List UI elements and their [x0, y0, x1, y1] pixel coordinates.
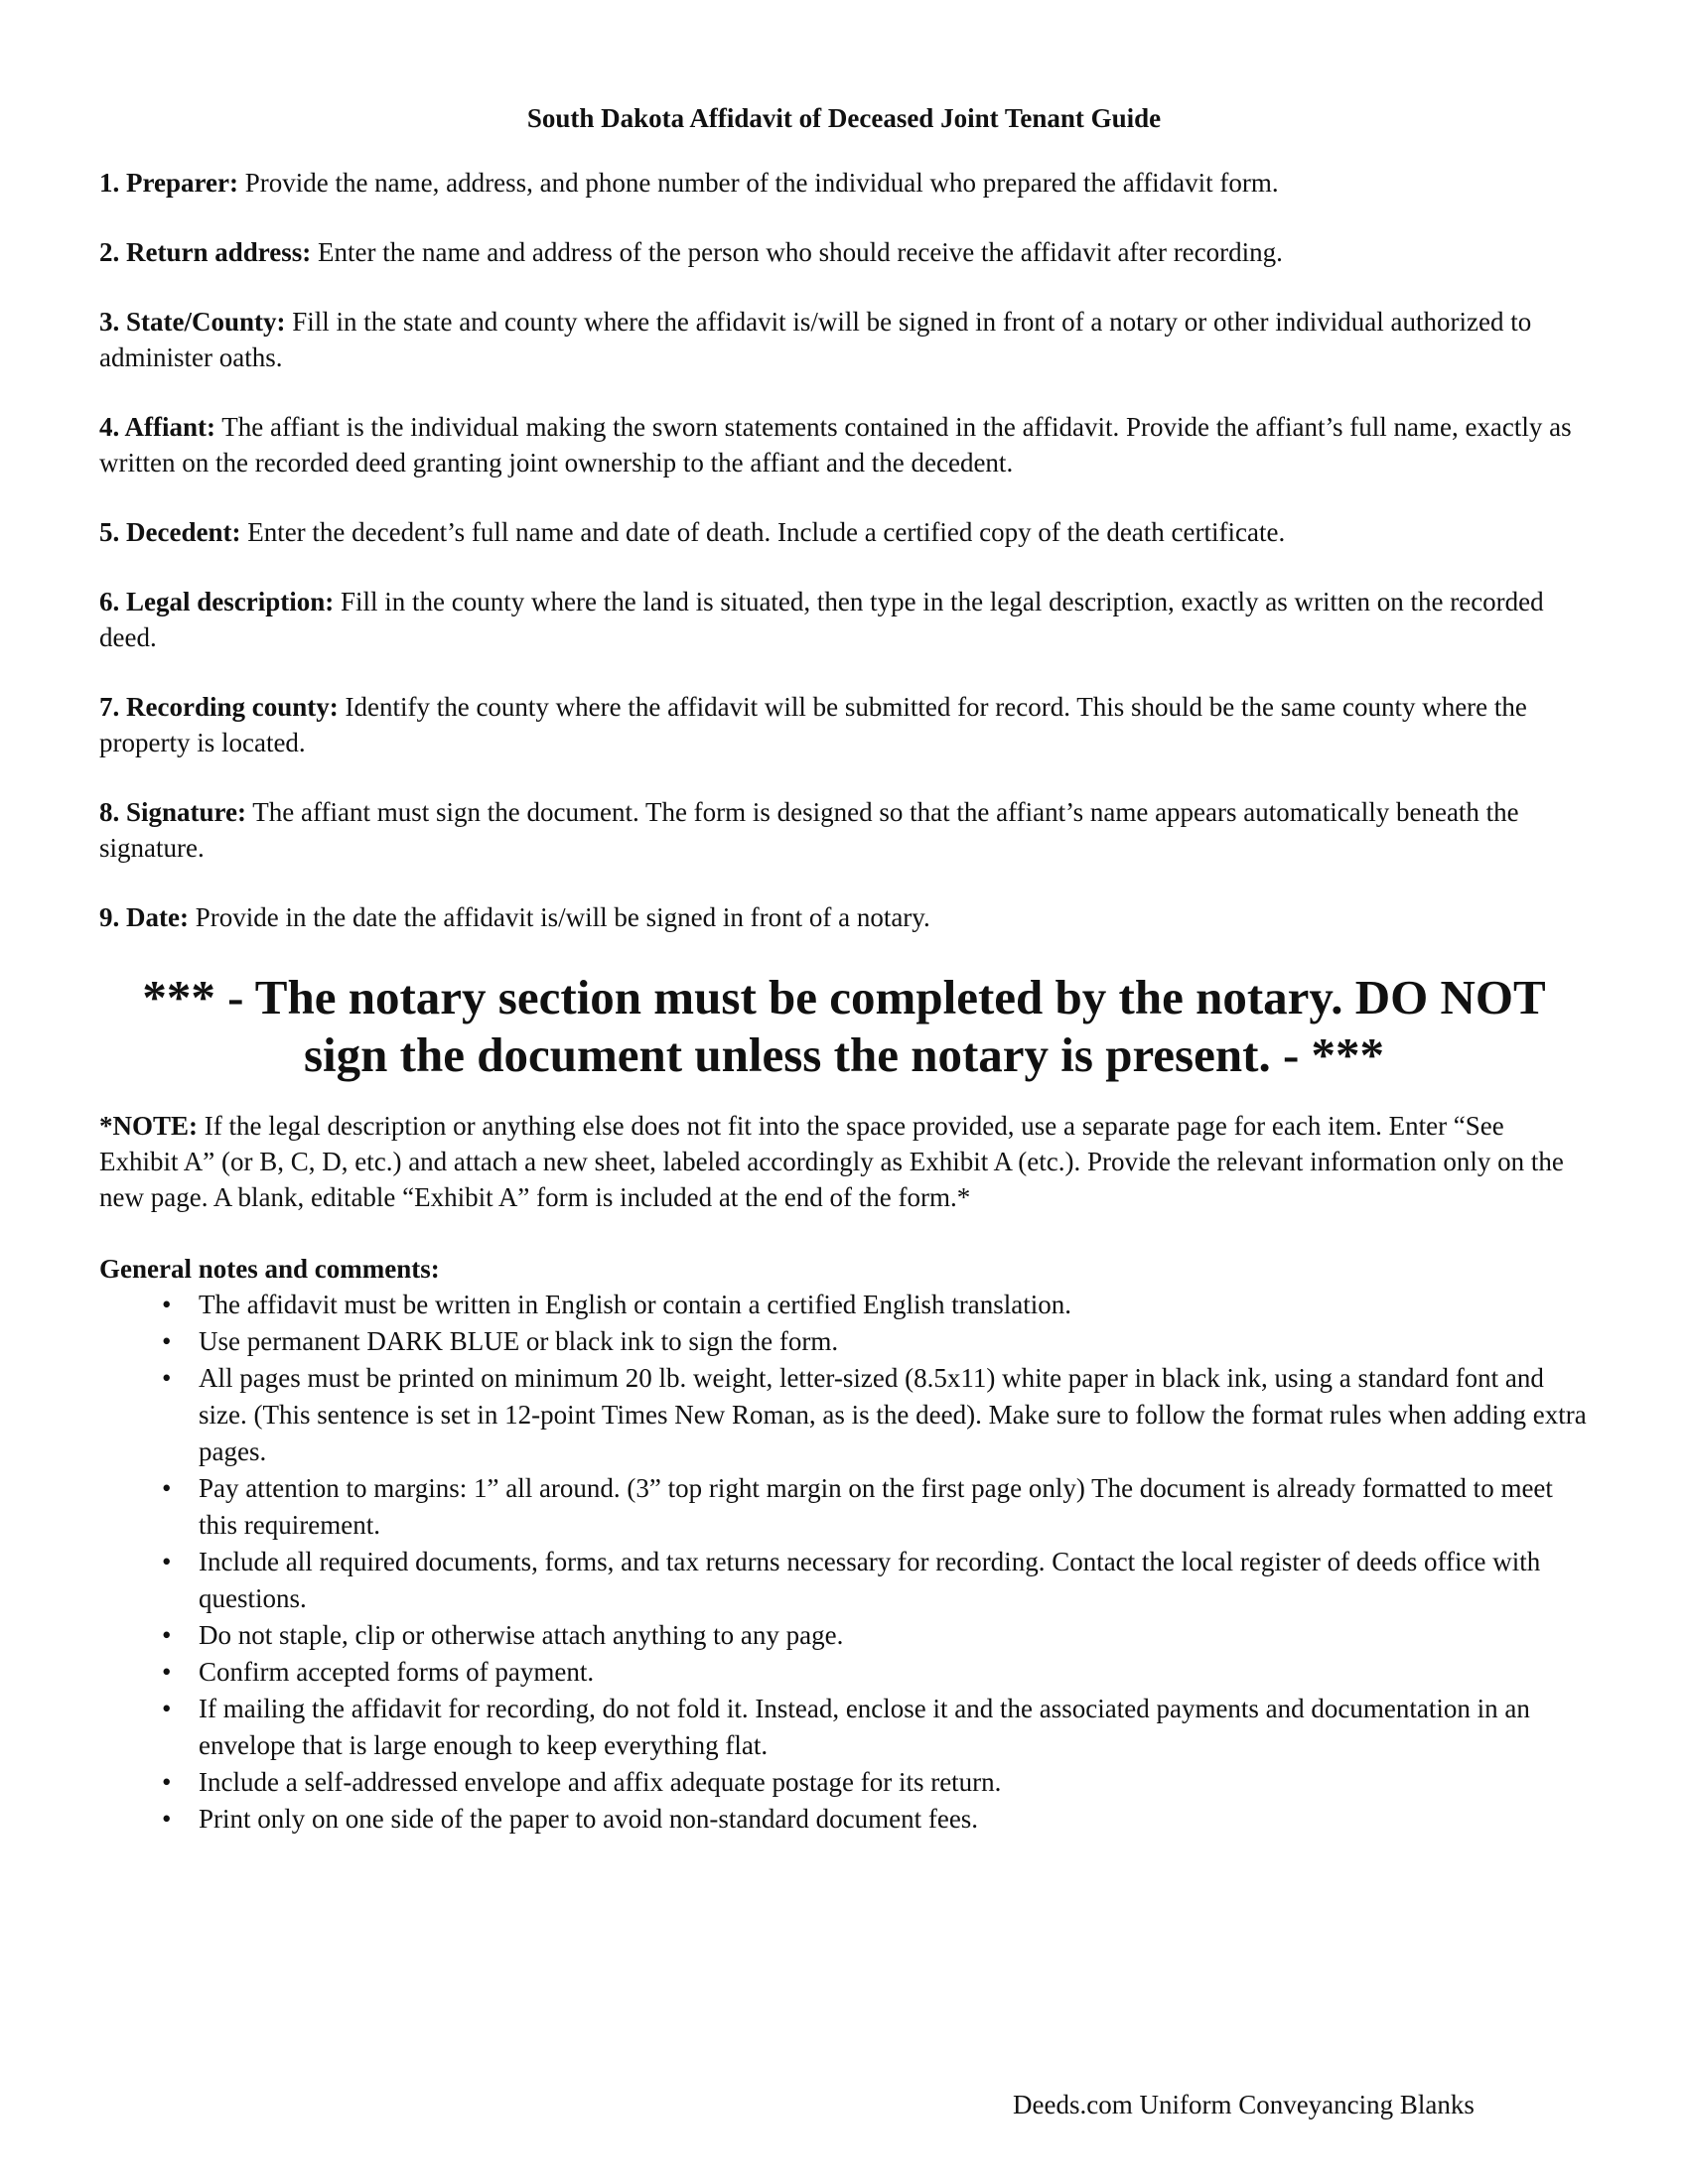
step-text: Enter the name and address of the person who should receive the affidavit after recording.	[311, 237, 1283, 267]
step-affiant	[99, 409, 1589, 480]
list-item-text: The affidavit must be written in English or contain a certified English translation.	[199, 1290, 1072, 1319]
note-label: *NOTE:	[99, 1111, 199, 1141]
step-label: 5. Decedent:	[99, 517, 241, 547]
step-legal-description	[99, 584, 1589, 655]
step-decedent	[99, 514, 1589, 550]
step-label: 9. Date:	[99, 902, 189, 932]
step-text: The affiant is the individual making the sworn statements contained in the affidavit. Provide the affiant’s full name, exactly as written on the recorded deed granting joint ownership to the affiant and the decedent.	[99, 412, 1572, 478]
step-label: 3. State/County:	[99, 307, 286, 337]
step-label: 8. Signature:	[99, 797, 247, 827]
bullet-icon: •	[162, 1767, 172, 1797]
document-page	[99, 101, 1589, 1838]
step-signature	[99, 794, 1589, 866]
step-text: Identify the county where the affidavit will be submitted for record. This should be the same county where the property is located.	[99, 692, 1527, 757]
list-item	[99, 1360, 1589, 1470]
step-label: 2. Return address:	[99, 237, 312, 267]
bullet-icon: •	[162, 1620, 172, 1650]
list-item	[99, 1323, 1589, 1360]
step-recording-county	[99, 689, 1589, 760]
page-footer: Deeds.com Uniform Conveyancing Blanks	[1013, 2090, 1475, 2119]
bullet-icon: •	[162, 1363, 172, 1393]
bullet-icon: •	[162, 1473, 172, 1503]
note-text: If the legal description or anything else does not fit into the space provided, use a separate page for each item. Enter “See Exhibit A” (or B, C, D, etc.) and attach a new sheet, labeled accordingly as Exhibit A (etc.). Provide the relevant information only on the new page. A blank, editable “Exhibit A” form is included at the end of the form.*	[99, 1111, 1564, 1212]
step-state-county	[99, 304, 1589, 375]
list-item-text: Include all required documents, forms, and tax returns necessary for recording. Contact the local register of deeds office with questions.	[199, 1547, 1541, 1613]
list-item	[99, 1544, 1589, 1617]
list-item	[99, 1801, 1589, 1838]
step-text: The affiant must sign the document. The form is designed so that the affiant’s name appears automatically beneath the signature.	[99, 797, 1519, 863]
list-item-text: Print only on one side of the paper to avoid non-standard document fees.	[199, 1804, 979, 1834]
list-item	[99, 1287, 1589, 1323]
list-item-text: Do not staple, clip or otherwise attach anything to any page.	[199, 1620, 844, 1650]
document-title: South Dakota Affidavit of Deceased Joint Tenant Guide	[526, 103, 1162, 133]
general-notes-heading: General notes and comments:	[99, 1254, 440, 1284]
general-notes-list	[99, 1287, 1589, 1838]
list-item	[99, 1654, 1589, 1691]
bullet-icon: •	[162, 1804, 172, 1834]
bullet-icon: •	[162, 1694, 172, 1723]
step-label: 6. Legal description:	[99, 587, 335, 616]
step-text: Enter the decedent’s full name and date of death. Include a certified copy of the death certificate.	[240, 517, 1286, 547]
step-return-address	[99, 234, 1589, 270]
bullet-icon: •	[162, 1290, 172, 1319]
step-date	[99, 899, 1589, 935]
notary-warning: *** - The notary section must be completed by the notary. DO NOT sign the document unless the notary is present. - ***	[142, 970, 1546, 1082]
step-label: 7. Recording county:	[99, 692, 339, 722]
step-text: Provide in the date the affidavit is/will be signed in front of a notary.	[188, 902, 930, 932]
list-item-text: Include a self-addressed envelope and affix adequate postage for its return.	[199, 1767, 1002, 1797]
bullet-icon: •	[162, 1326, 172, 1356]
list-item	[99, 1691, 1589, 1764]
list-item	[99, 1617, 1589, 1654]
list-item	[99, 1470, 1589, 1544]
bullet-icon: •	[162, 1657, 172, 1687]
step-label: 1. Preparer:	[99, 168, 238, 198]
step-preparer	[99, 165, 1589, 201]
list-item-text: Pay attention to margins: 1” all around. (3” top right margin on the first page only) The document is already formatted to meet this requirement.	[199, 1473, 1553, 1540]
list-item	[99, 1764, 1589, 1801]
list-item-text: All pages must be printed on minimum 20 lb. weight, letter-sized (8.5x11) white paper in black ink, using a standard font and size. (This sentence is set in 12-point Times New Roman, as is the deed). Make sure to follow the format rules when adding extra pages.	[199, 1363, 1587, 1466]
step-label: 4. Affiant:	[99, 412, 215, 442]
step-text: Provide the name, address, and phone number of the individual who prepared the affidavit form.	[237, 168, 1279, 198]
step-text: Fill in the state and county where the affidavit is/will be signed in front of a notary or other individual authorized to administer oaths.	[99, 307, 1532, 372]
step-text: Fill in the county where the land is situated, then type in the legal description, exactly as written on the recorded deed.	[99, 587, 1544, 652]
bullet-icon: •	[162, 1547, 172, 1576]
list-item-text: If mailing the affidavit for recording, do not fold it. Instead, enclose it and the associated payments and documentation in an envelope that is large enough to keep everything flat.	[199, 1694, 1530, 1760]
exhibit-note	[99, 1108, 1589, 1215]
list-item-text: Use permanent DARK BLUE or black ink to sign the form.	[199, 1326, 839, 1356]
list-item-text: Confirm accepted forms of payment.	[199, 1657, 595, 1687]
